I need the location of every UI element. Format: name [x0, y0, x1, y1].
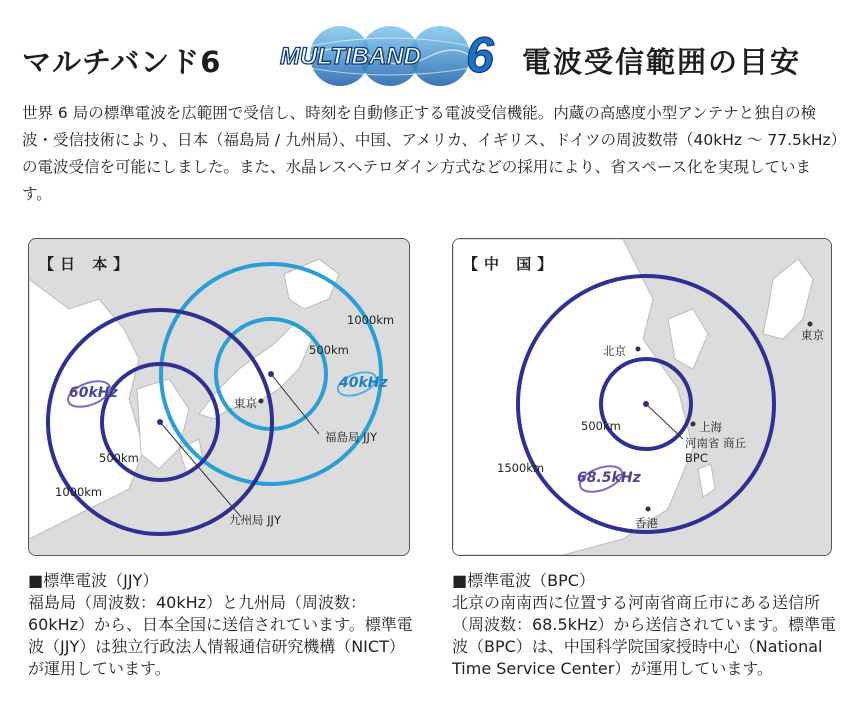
logo-number: 6: [466, 27, 494, 83]
china-map-title: 【中 国】: [463, 255, 559, 273]
kyushu-1000km-label: 1000km: [55, 485, 103, 499]
tokyo-label: 東京: [801, 328, 824, 342]
bpc-station-label-line1: 河南省 商丘: [685, 436, 747, 450]
china-caption-body: 北京の南南西に位置する河南省商丘市にある送信所（周波数：68.5kHz）から送信されています。標準電波（BPC）は、中国科学院国家授時中心（National Time Service Center）が運用しています。: [452, 593, 837, 678]
japan-reception-map: [28, 238, 410, 556]
shanghai-dot: [691, 422, 696, 427]
globe-logo-icon: [270, 20, 510, 92]
logo-text: MULTIBAND: [280, 43, 421, 70]
freq-40-label: 40kHz: [339, 375, 388, 391]
freq-60-label: 60kHz: [69, 385, 118, 401]
kyushu-500km-label: 500km: [99, 451, 139, 465]
china-caption-heading: ■標準電波（BPC）: [452, 571, 595, 590]
japan-map-title: 【日 本】: [39, 255, 135, 273]
beijing-label: 北京: [603, 344, 626, 358]
fukushima-500km-label: 500km: [309, 343, 349, 357]
freq-68-label: 68.5kHz: [577, 470, 641, 486]
tokyo-dot: [808, 322, 813, 327]
china-reception-map: [452, 238, 832, 556]
japan-caption-heading: ■標準電波（JJY）: [28, 571, 159, 590]
multiband6-logo: [270, 20, 510, 92]
china-map-graphic: [453, 239, 831, 555]
fukushima-1000km-label: 1000km: [347, 313, 395, 327]
page-title-right: 電波受信範囲の目安: [522, 45, 802, 79]
bpc-500km-label: 500km: [581, 419, 621, 433]
kyushu-station-label: 九州局 JJY: [229, 513, 281, 527]
hongkong-label: 香港: [635, 516, 658, 530]
fukushima-station-label: 福島局 JJY: [325, 430, 377, 444]
shanghai-label: 上海: [699, 420, 722, 434]
tokyo-label: 東京: [234, 396, 257, 410]
hongkong-dot: [646, 507, 651, 512]
bpc-1500km-label: 1500km: [497, 461, 545, 475]
page-title-left: マルチバンド6: [22, 45, 222, 79]
china-caption: [452, 570, 844, 680]
tokyo-dot: [259, 399, 264, 404]
intro-paragraph: 世界 6 局の標準電波を広範囲で受信し、時刻を自動修正する電波受信機能。内蔵の高感度小型アンテナと独自の検波・受信技術により、日本（福島局 / 九州局）、中国、アメリカ、イギリス、ドイツの周波数帯（40kHz ～ 77.5kHz）の電波受信を可能にしました。また、水晶レスヘテロダイン方式などの採用により、省スペース化を実現しています。: [22, 104, 839, 203]
beijing-dot: [636, 347, 641, 352]
bpc-station-label-line2: BPC: [685, 451, 708, 465]
japan-caption-body: 福島局（周波数：40kHz）と九州局（周波数：60kHz）から、日本全国に送信されています。標準電波（JJY）は独立行政法人情報通信研究機構（NICT）が運用しています。: [28, 593, 413, 678]
japan-caption: [28, 570, 418, 680]
